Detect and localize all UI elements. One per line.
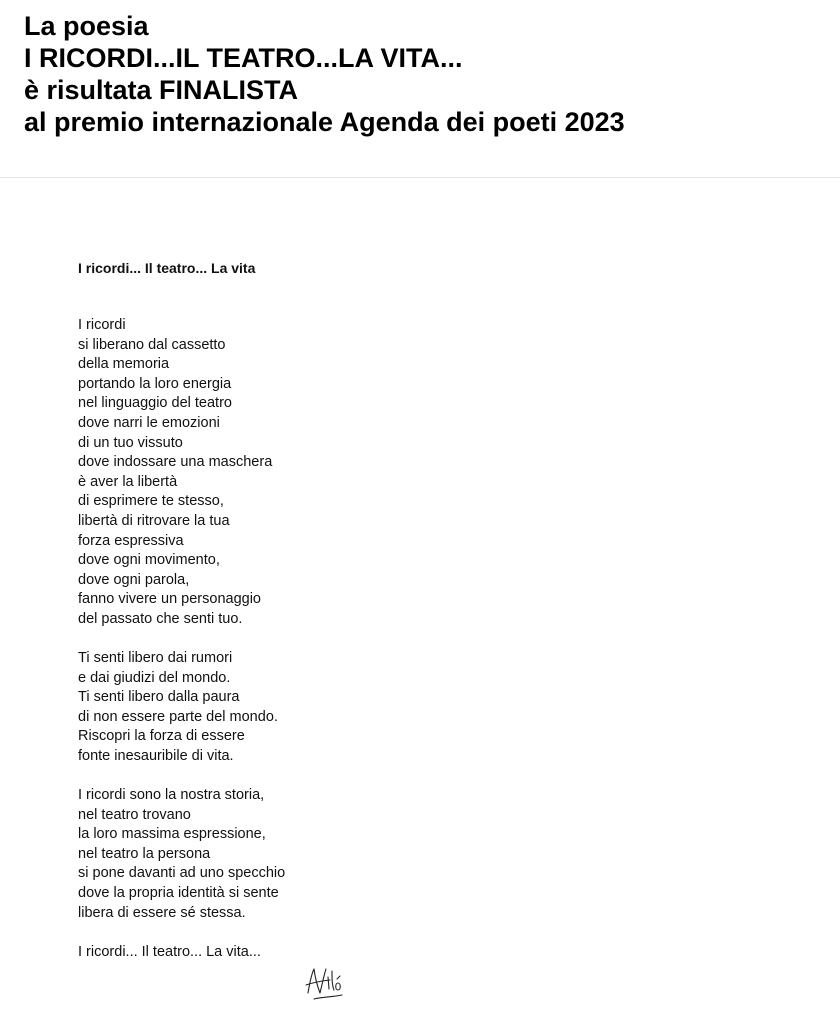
verse-line: dove indossare una maschera xyxy=(78,454,273,471)
verse-line: della memoria xyxy=(78,356,170,373)
verse-line: di un tuo vissuto xyxy=(78,434,183,451)
signature-mark xyxy=(302,963,352,1005)
verse-line: è aver la libertà xyxy=(78,473,178,490)
verse-line: libertà di ritrovare la tua xyxy=(78,512,230,529)
verse-line: nel teatro trovano xyxy=(78,806,191,823)
stanza-2 xyxy=(78,649,278,767)
verse-line: forza espressiva xyxy=(78,532,184,549)
verse-line: nel teatro la persona xyxy=(78,845,211,862)
verse-line: dove ogni movimento, xyxy=(78,552,220,569)
verse-line: libera di essere sé stessa. xyxy=(78,904,246,921)
poem-document xyxy=(0,179,840,1024)
verse-line: dove la propria identità si sente xyxy=(78,884,279,901)
header-line: I RICORDI...IL TEATRO...LA VITA... xyxy=(24,43,463,73)
poem-title: I ricordi... Il teatro... La vita xyxy=(78,260,256,276)
verse-line: I ricordi sono la nostra storia, xyxy=(78,787,265,803)
header-line: La poesia xyxy=(24,11,149,41)
verse-line: dove narri le emozioni xyxy=(78,414,220,431)
verse-line: I ricordi xyxy=(78,317,126,333)
header-line: al premio internazionale Agenda dei poeti 2023 xyxy=(24,107,625,137)
verse-line: fanno vivere un personaggio xyxy=(78,591,261,608)
verse-line: dove ogni parola, xyxy=(78,571,190,588)
verse-line: di non essere parte del mondo. xyxy=(78,708,278,725)
verse-line: del passato che senti tuo. xyxy=(78,610,243,627)
verse-line: di esprimere te stesso, xyxy=(78,493,224,510)
post-header xyxy=(0,0,840,178)
verse-line: nel linguaggio del teatro xyxy=(78,395,232,412)
header-line: è risultata FINALISTA xyxy=(24,75,299,105)
verse-line: e dai giudizi del mondo. xyxy=(78,669,231,686)
verse-line: Ti senti libero dalla paura xyxy=(78,689,240,706)
closing-line: I ricordi... Il teatro... La vita... xyxy=(78,944,261,960)
verse-line: si pone davanti ad uno specchio xyxy=(78,865,286,882)
verse-line: Riscopri la forza di essere xyxy=(78,728,245,745)
verse-line: la loro massima espressione, xyxy=(78,826,266,843)
stanza-1 xyxy=(78,316,272,630)
verse-line: Ti senti libero dai rumori xyxy=(78,650,233,666)
verse-line: portando la loro energia xyxy=(78,375,232,392)
verse-line: si liberano dal cassetto xyxy=(78,336,226,353)
stanza-3 xyxy=(78,786,285,923)
verse-line: fonte inesauribile di vita. xyxy=(78,747,234,764)
